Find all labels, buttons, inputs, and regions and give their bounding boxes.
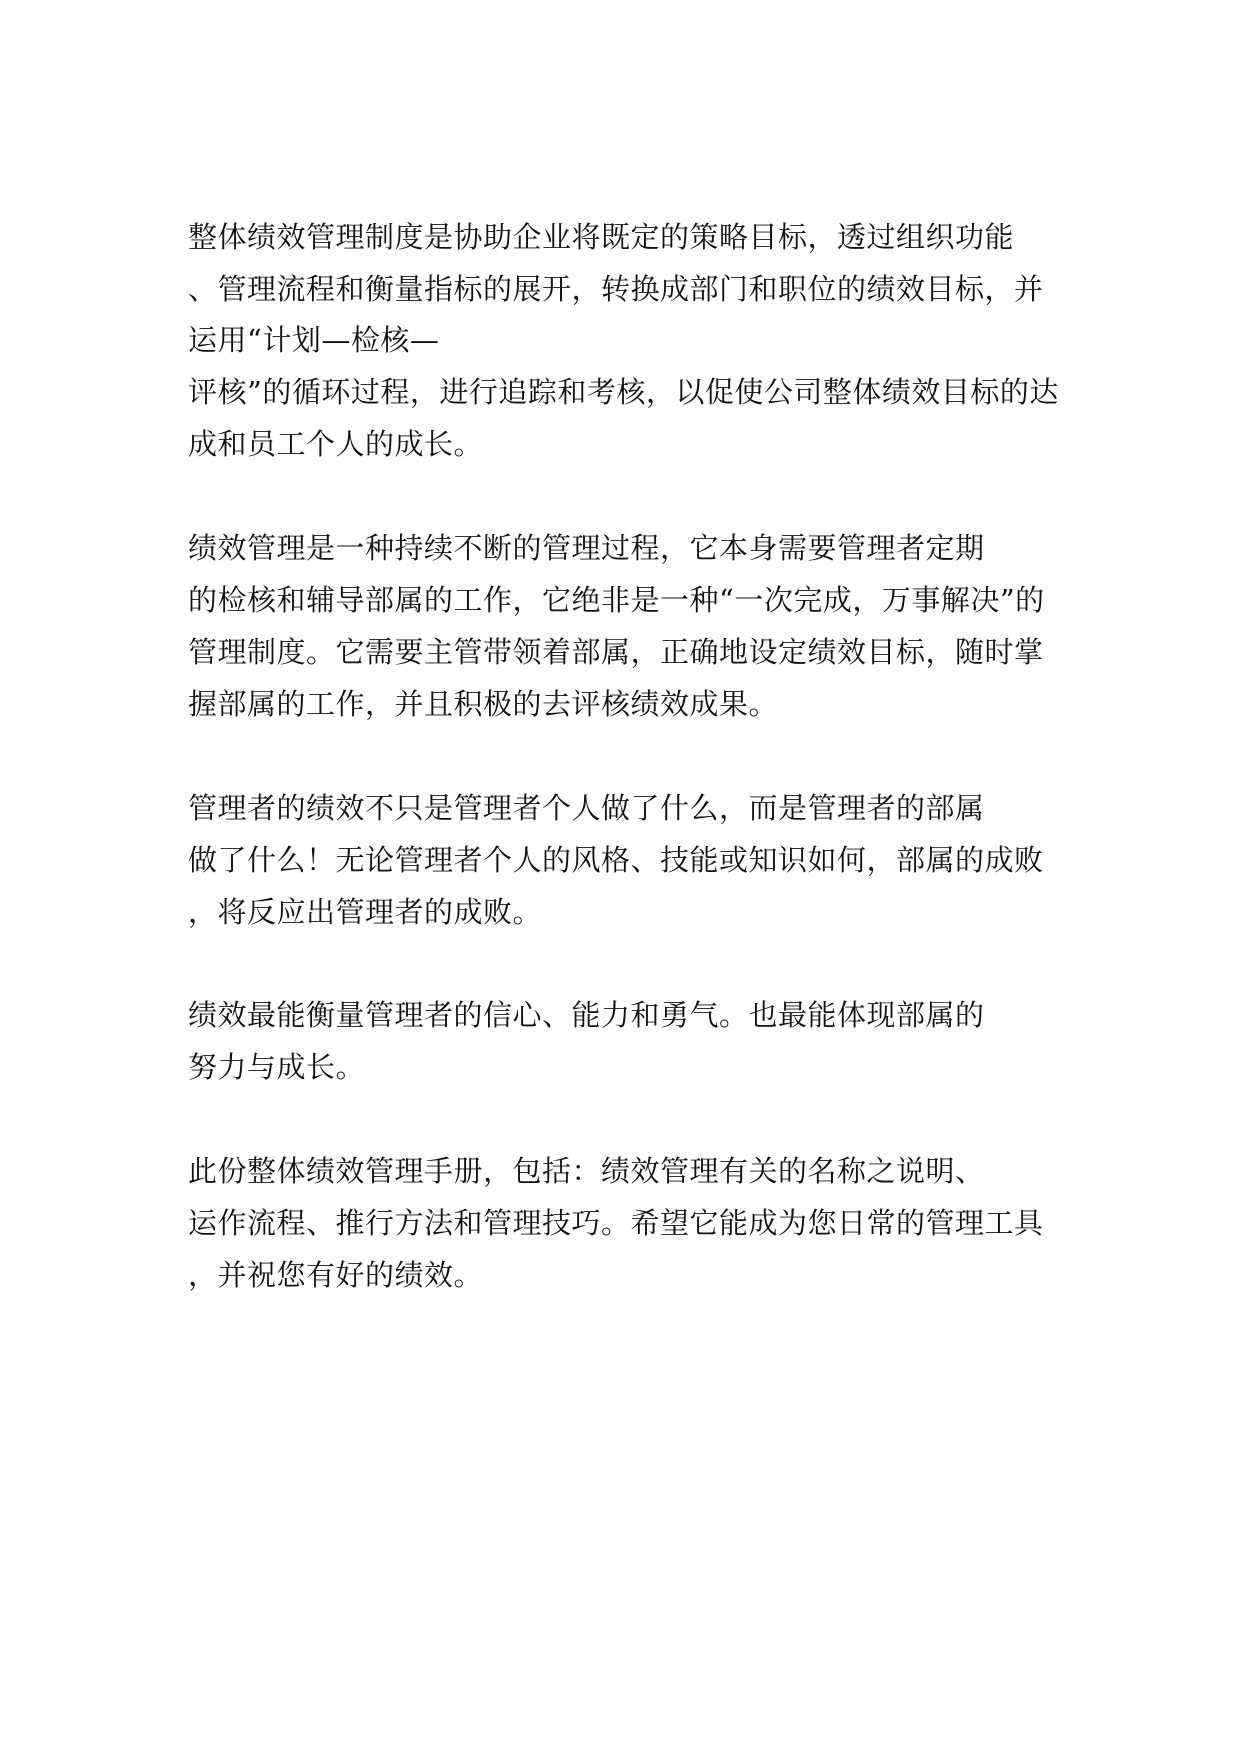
text-line: 绩效管理是一种持续不断的管理过程，它本身需要管理者定期: [188, 531, 985, 565]
text-line: 努力与成长。: [188, 1050, 366, 1084]
text-line: 绩效最能衡量管理者的信心、能力和勇气。也最能体现部属的: [188, 998, 985, 1032]
text-line: 管理制度。它需要主管带领着部属，正确地设定绩效目标，随时掌: [188, 635, 1044, 669]
text-line: 整体绩效管理制度是协助企业将既定的策略目标，透过组织功能: [188, 220, 1015, 254]
text-line: ，将反应出管理者的成败。: [188, 895, 543, 929]
text-line: 运作流程、推行方法和管理技巧。希望它能成为您日常的管理工具: [188, 1206, 1044, 1240]
text-line: 运用“计划—检核—: [188, 323, 440, 357]
text-line: ，并祝您有好的绩效。: [188, 1258, 484, 1292]
text-line: 成和员工个人的成长。: [188, 427, 484, 461]
text-line: 此份整体绩效管理手册，包括：绩效管理有关的名称之说明、: [188, 1154, 985, 1188]
text-line: 管理者的绩效不只是管理者个人做了什么，而是管理者的部属: [188, 791, 985, 825]
text-line: 评核”的循环过程，进行追踪和考核，以促使公司整体绩效目标的达: [188, 375, 1059, 409]
text-line: 、管理流程和衡量指标的展开，转换成部门和职位的绩效目标，并: [188, 272, 1044, 306]
text-line: 做了什么！无论管理者个人的风格、技能或知识如何，部属的成败: [188, 843, 1044, 877]
text-line: 的检核和辅导部属的工作，它绝非是一种“一次完成，万事解决”的: [188, 583, 1045, 617]
text-line: 握部属的工作，并且积极的去评核绩效成果。: [188, 687, 779, 721]
